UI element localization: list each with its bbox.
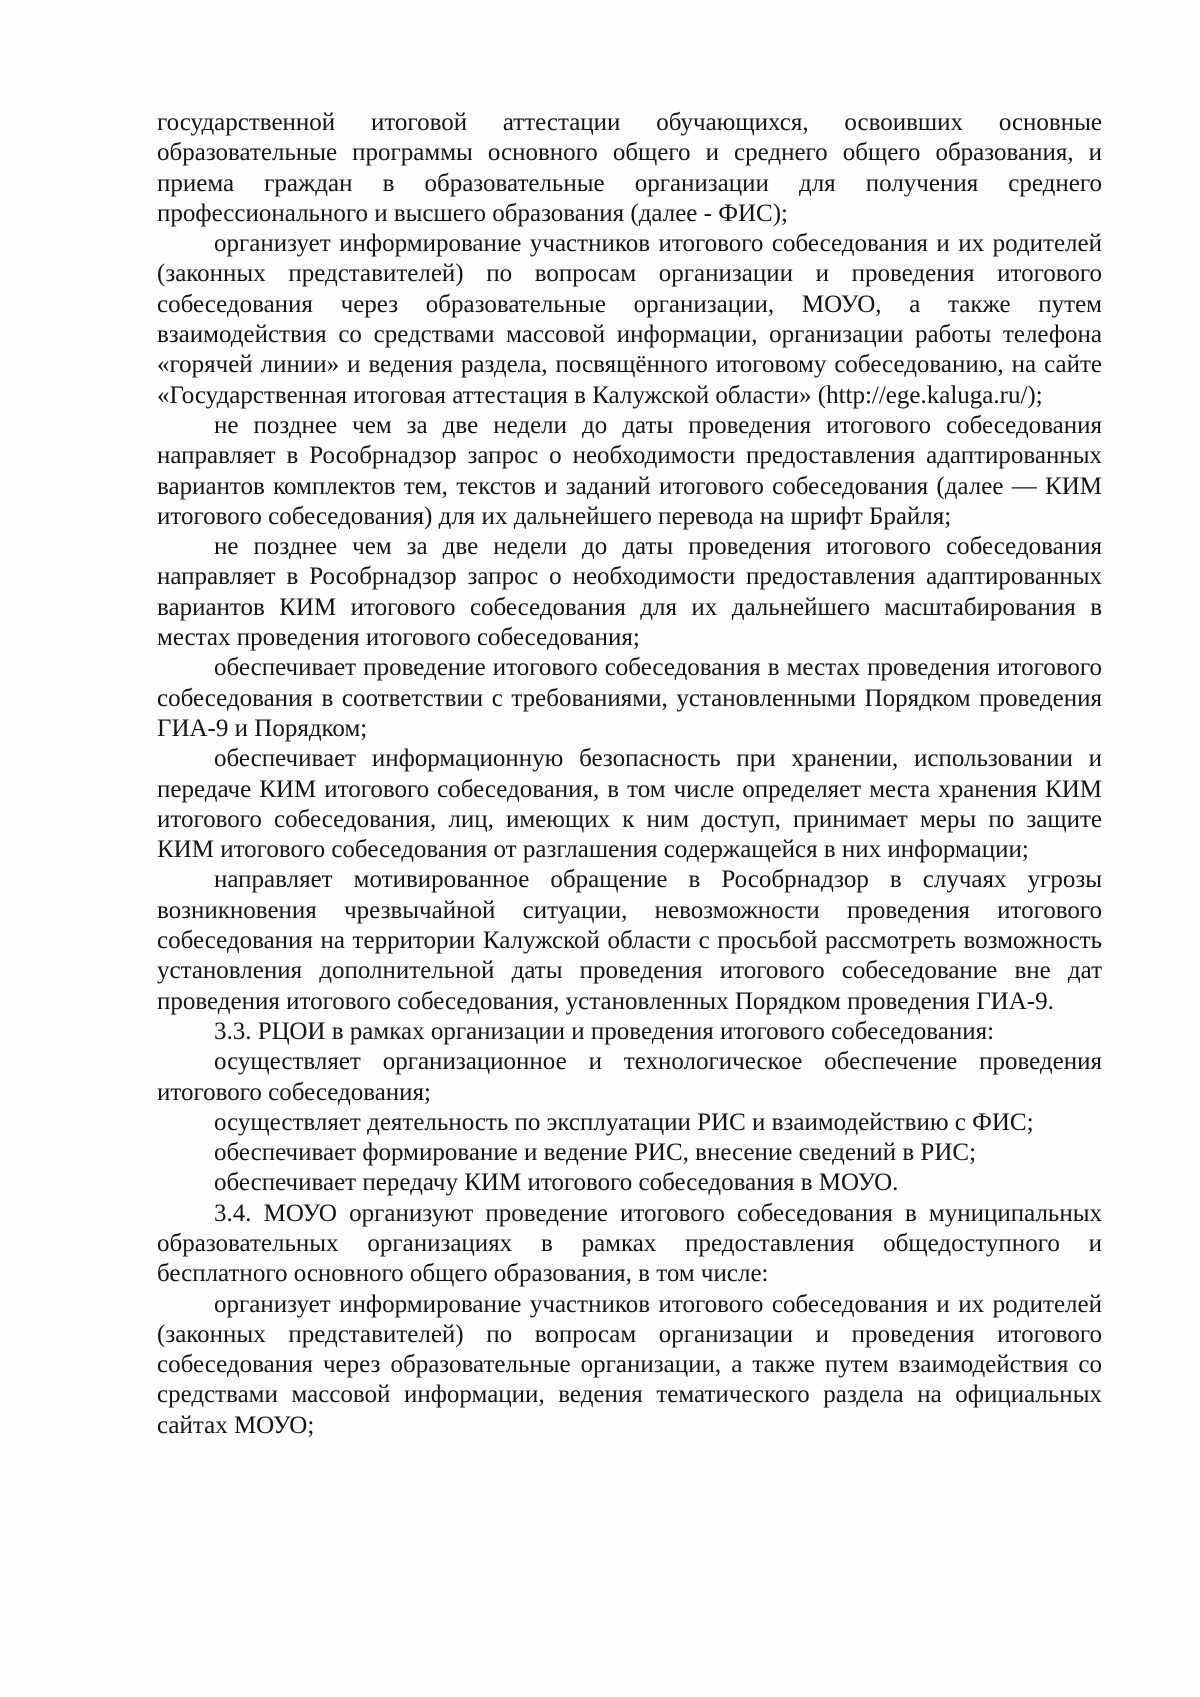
paragraph-informing-participants: организует информирование участников итогового собеседования и их родителей (законных представителей) по вопросам организации и проведения итогового собеседования через образовательные организации, МОУО, а также путем взаимодействия со средствами массовой информации, организации работы телефона «горячей линии» и ведения раздела, посвящённого итоговому собеседованию, на сайте «Государственная итоговая аттестация в Калужской области» (http://ege.kaluga.ru/); (157, 230, 1102, 409)
document-body (157, 108, 1102, 1441)
paragraph-emergency-appeal: направляет мотивированное обращение в Рособрнадзор в случаях угрозы возникновения чрезвычайной ситуации, невозможности проведения итогового собеседования на территории Калужской области с просьбой рассмотреть возможность установления дополнительной даты проведения итогового собеседование вне дат проведения итогового собеседования, установленных Порядком проведения ГИА-9. (157, 866, 1102, 1015)
paragraph-fis-continuation: государственной итоговой аттестации обучающихся, освоивших основные образовательные программы основного общего и среднего общего образования, и приема граждан в образовательные организации для получения среднего профессионального и высшего образования (далее - ФИС); (157, 109, 1102, 227)
paragraph-scaling-request: не позднее чем за две недели до даты проведения итогового собеседования направляет в Рособрнадзор запрос о необходимости предоставления адаптированных вариантов КИМ итогового собеседования для их дальнейшего масштабирования в местах проведения итогового собеседования; (157, 533, 1102, 652)
paragraph-rcoi-technical-support: осуществляет организационное и технологическое обеспечение проведения итогового собеседования; (157, 1048, 1102, 1106)
paragraph-braille-request: не позднее чем за две недели до даты проведения итогового собеседования направляет в Рособрнадзор запрос о необходимости предоставления адаптированных вариантов комплектов тем, текстов и заданий итогового собеседования (далее — КИМ итогового собеседования) для их дальнейшего перевода на шрифт Брайля; (157, 411, 1102, 530)
paragraph-information-security: обеспечивает информационную безопасность при хранении, использовании и передаче КИМ итогового собеседования, в том числе определяет места хранения КИМ итогового собеседования, лиц, имеющих к ним доступ, принимает меры по защите КИМ итогового собеседования от разглашения содержащейся в них информации; (157, 745, 1102, 864)
paragraph-rcoi-ris-maintenance: обеспечивает формирование и ведение РИС, внесение сведений в РИС; (214, 1139, 977, 1167)
paragraph-mouo-informing: организует информирование участников итогового собеседования и их родителей (законных представителей) по вопросам организации и проведения итогового собеседования через образовательные организации, а также путем взаимодействия со средствами массовой информации, ведения тематического раздела на официальных сайтах МОУО; (157, 1290, 1102, 1439)
paragraph-ensures-conduct: обеспечивает проведение итогового собеседования в местах проведения итогового собеседования в соответствии с требованиями, установленными Порядком проведения ГИА-9 и Порядком; (157, 654, 1102, 742)
paragraph-section-3-3-heading: 3.3. РЦОИ в рамках организации и проведения итогового собеседования: (214, 1017, 995, 1045)
paragraph-rcoi-ris-operation: осуществляет деятельность по эксплуатации РИС и взаимодействию с ФИС; (214, 1108, 1034, 1136)
paragraph-rcoi-kim-transfer: обеспечивает передачу КИМ итогового собеседования в МОУО. (214, 1169, 899, 1197)
paragraph-section-3-4-heading: 3.4. МОУО организуют проведение итогового собеседования в муниципальных образовательных организациях в рамках предоставления общедоступного и бесплатного основного общего образования, в том числе: (157, 1199, 1102, 1288)
